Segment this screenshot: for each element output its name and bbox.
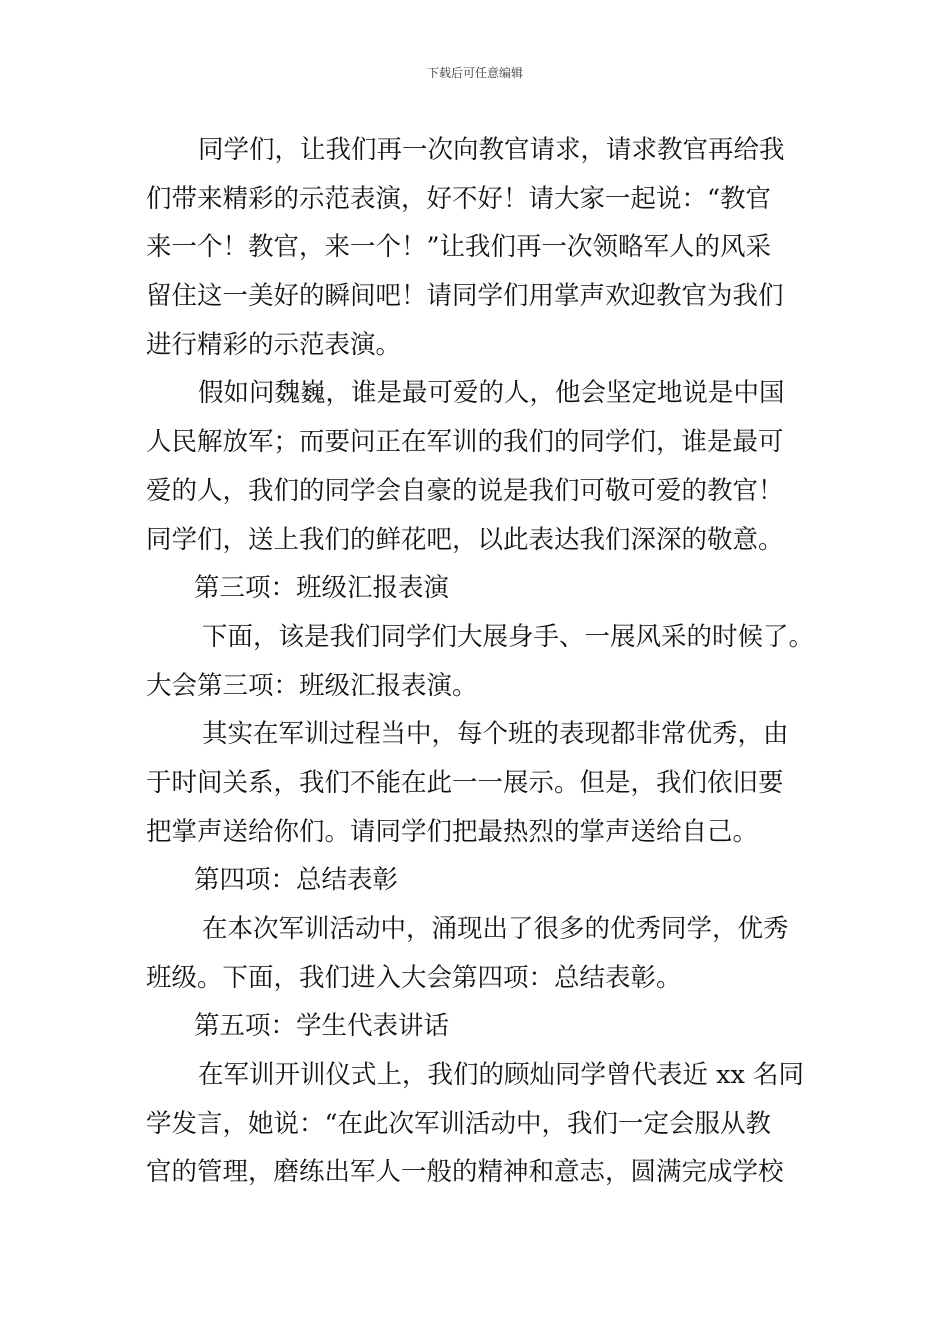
text-line: 来一个！教官，来一个！”让我们再一次领略军人的风采: [146, 232, 772, 263]
text-line: 下面，该是我们同学们大展身手、一展风采的时候了。: [202, 621, 815, 652]
text-line: 在军训开训仪式上，我们的顾灿同学曾代表近 xx 名同: [198, 1060, 804, 1091]
text-line: 第三项：班级汇报表演: [194, 573, 450, 604]
text-line: 在本次军训活动中，涌现出了很多的优秀同学，优秀: [202, 914, 789, 944]
text-line: 大会第三项：班级汇报表演。: [146, 670, 478, 701]
text-line: 第五项：学生代表讲话: [194, 1011, 450, 1042]
text-line: 留住这一美好的瞬间吧！请同学们用掌声欢迎教官为我们: [146, 281, 784, 312]
text-line: 把掌声送给你们。请同学们把最热烈的掌声送给自己。: [146, 816, 759, 847]
page-header: 下载后可任意编辑: [426, 66, 523, 80]
text-line: 第四项：总结表彰: [194, 865, 399, 896]
text-line: 班级。下面，我们进入大会第四项：总结表彰。: [146, 962, 682, 993]
text-line: 同学们，送上我们的鲜花吧，以此表达我们深深的敬意。: [146, 524, 784, 555]
text-line: 进行精彩的示范表演。: [146, 329, 402, 360]
document-body: [146, 126, 815, 1197]
text-line: 于时间关系，我们不能在此一一展示。但是，我们依旧要: [146, 767, 784, 798]
text-line: 们带来精彩的示范表演，好不好！请大家一起说：“教官: [146, 183, 772, 214]
text-line: 学发言，她说：“在此次军训活动中，我们一定会服从教: [146, 1108, 772, 1139]
text-line: 爱的人，我们的同学会自豪的说是我们可敬可爱的教官！: [146, 475, 784, 506]
text-line: 假如问魏巍，谁是最可爱的人，他会坚定地说是中国: [198, 378, 785, 409]
text-line: 官的管理，磨练出军人一般的精神和意志，圆满完成学校: [146, 1157, 784, 1188]
text-line: 人民解放军；而要问正在军训的我们的同学们，谁是最可: [146, 427, 784, 458]
text-line: 同学们，让我们再一次向教官请求，请求教官再给我: [198, 135, 785, 165]
text-line: 其实在军训过程当中，每个班的表现都非常优秀，由: [202, 719, 789, 750]
